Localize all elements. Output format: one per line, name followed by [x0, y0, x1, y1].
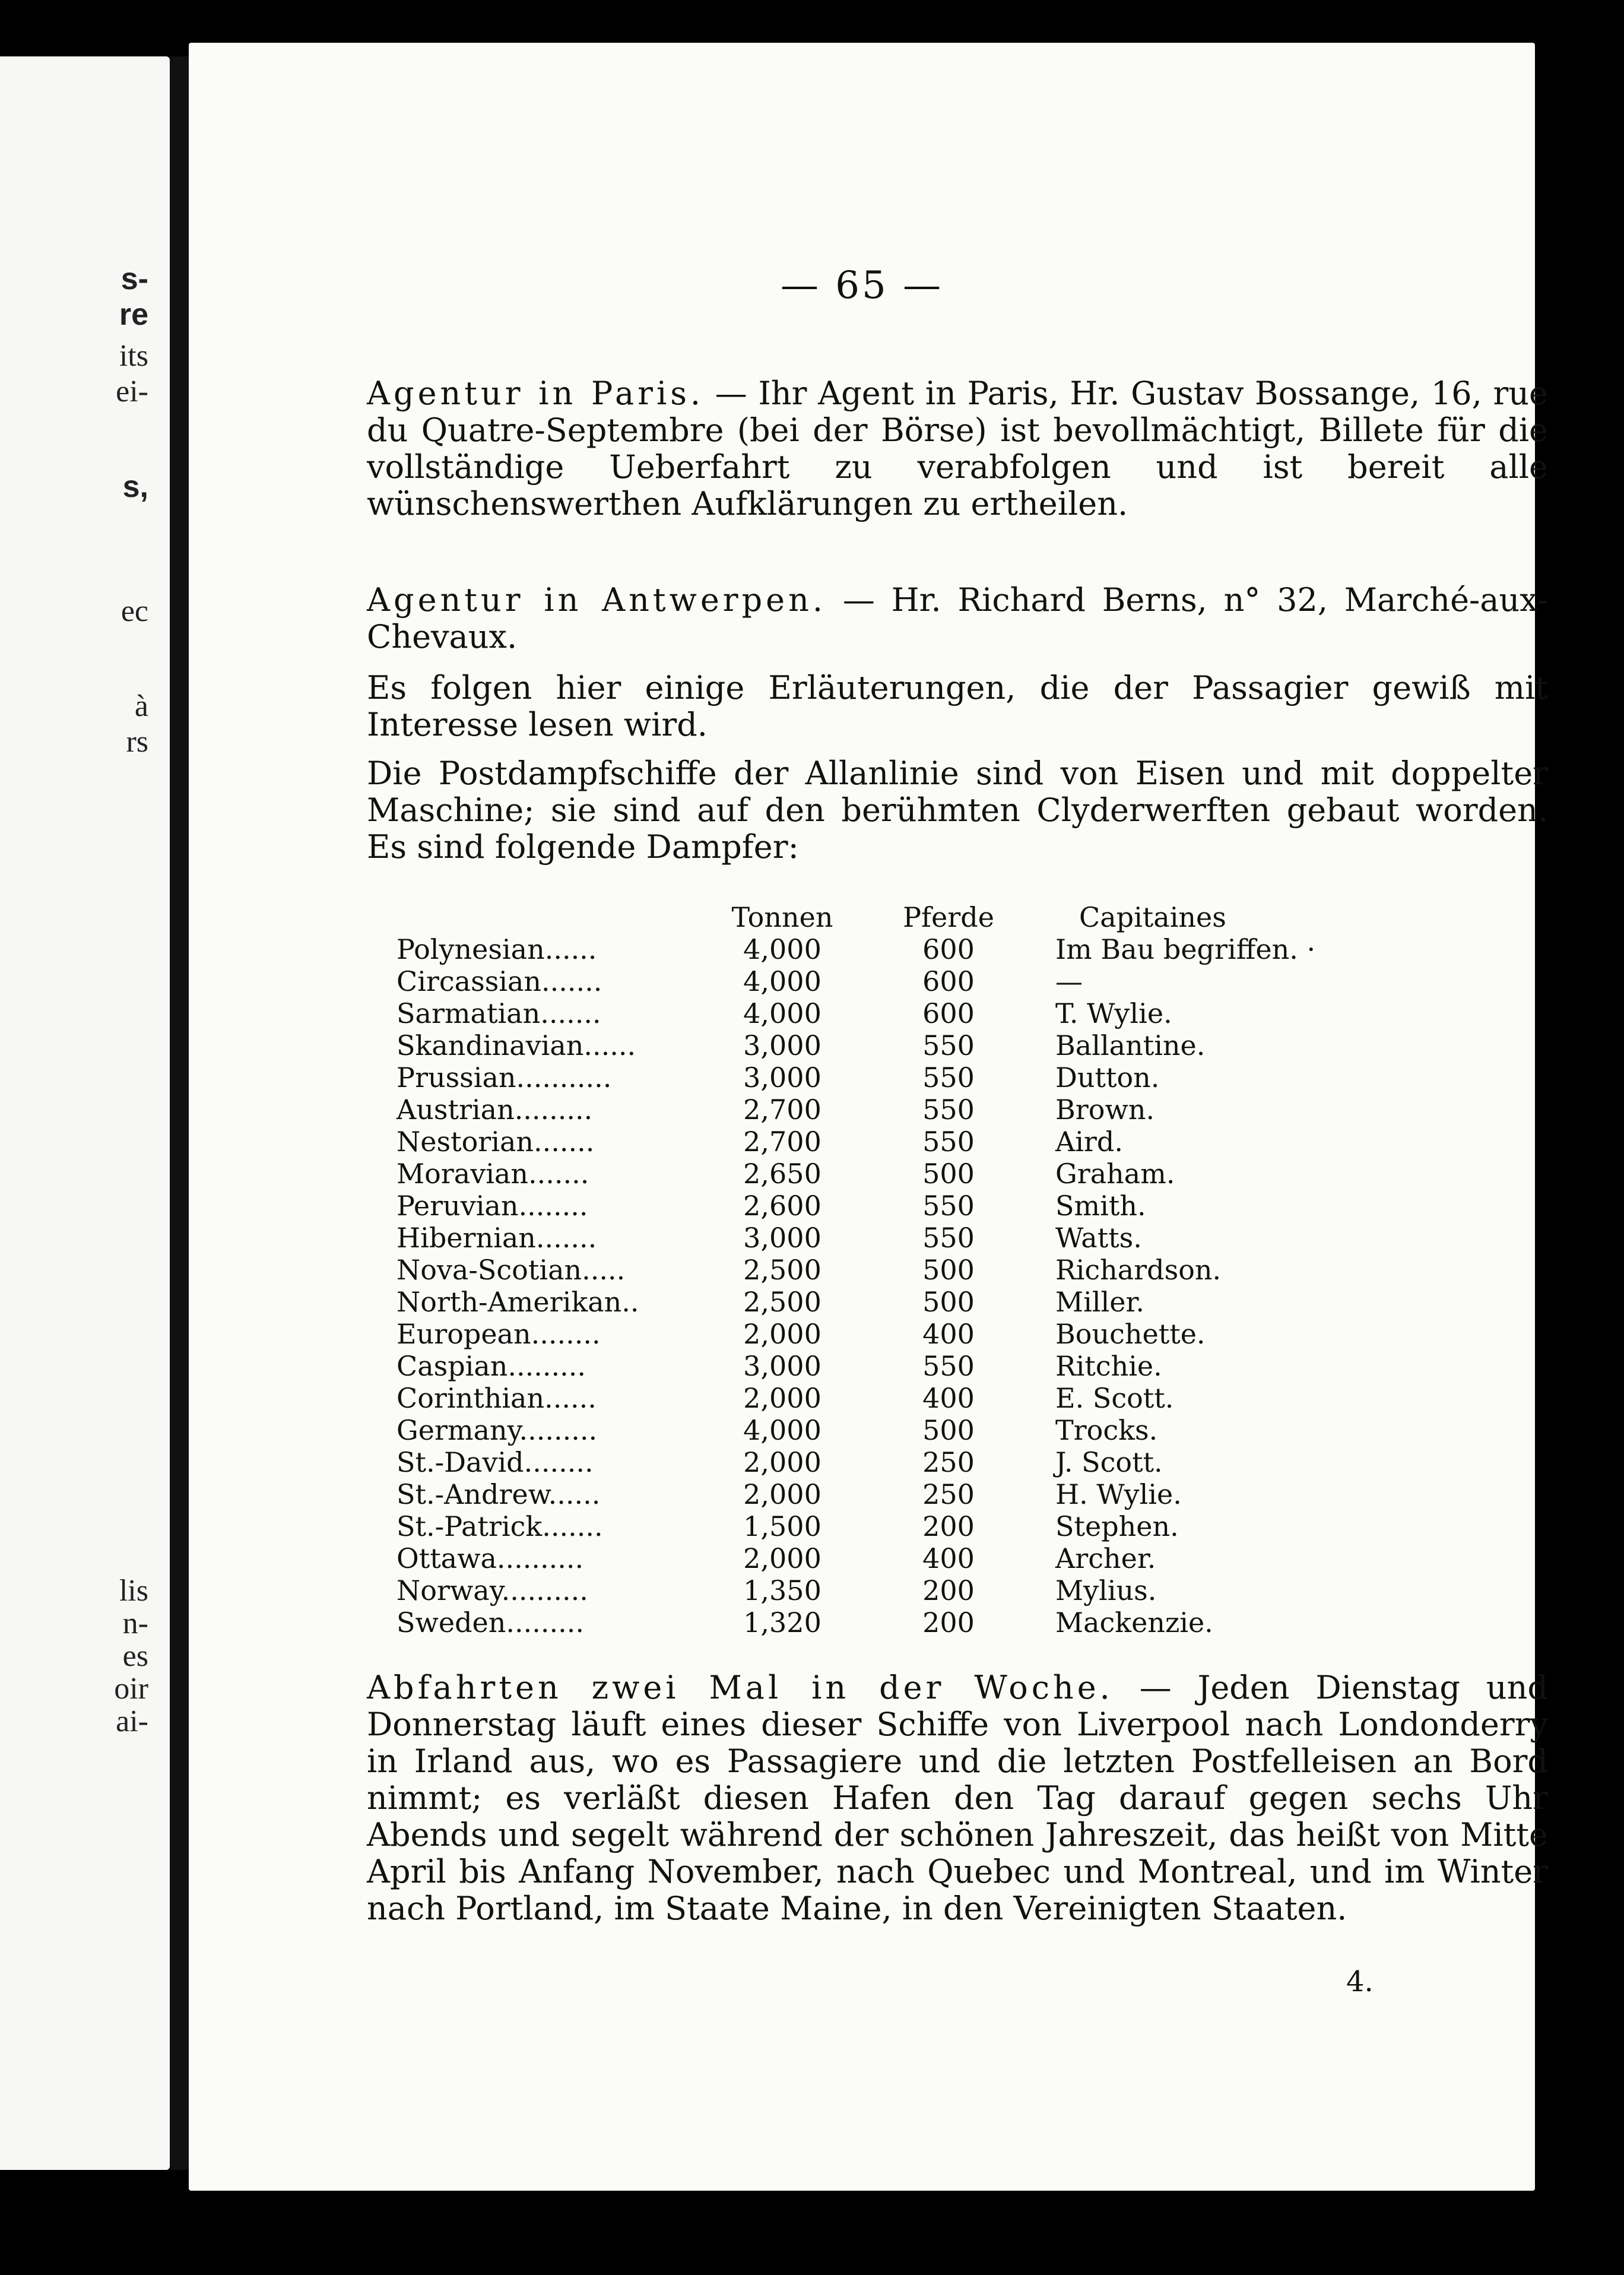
paragraph-heading: Agentur in Antwerpen.: [367, 581, 827, 619]
header-pferde: Pferde: [903, 901, 994, 933]
cell-captain: Graham.: [1055, 1158, 1175, 1190]
cell-tonnen: 2,000: [743, 1478, 821, 1510]
cell-pferde: 550: [922, 1029, 975, 1062]
cell-tonnen: 2,500: [743, 1254, 821, 1286]
cell-ship: Hibernian.......: [397, 1222, 597, 1254]
cell-captain: Ritchie.: [1055, 1350, 1162, 1382]
cell-pferde: 550: [922, 1094, 975, 1126]
cell-pferde: 550: [922, 1350, 975, 1382]
cell-ship: Moravian.......: [397, 1158, 589, 1190]
cell-captain: Ballantine.: [1055, 1029, 1206, 1062]
paragraph-heading: Abfahrten zwei Mal in der Woche.: [367, 1669, 1114, 1706]
cell-captain: Richardson.: [1055, 1254, 1222, 1286]
cell-ship: St.-Patrick.......: [397, 1510, 603, 1542]
cell-ship: Ottawa..........: [397, 1542, 584, 1574]
cell-tonnen: 2,700: [743, 1094, 821, 1126]
paragraph-text: — Hr. Richard Berns, n° 32, Marché-aux-Chevaux.: [367, 581, 1548, 655]
cell-pferde: 400: [922, 1542, 975, 1574]
cell-pferde: 500: [922, 1414, 975, 1446]
cell-captain: Bouchette.: [1055, 1318, 1206, 1350]
cell-captain: J. Scott.: [1055, 1446, 1163, 1478]
cell-tonnen: 2,000: [743, 1446, 821, 1478]
page: [189, 43, 1548, 2191]
left-page-line: s,: [122, 470, 148, 504]
cell-tonnen: 2,000: [743, 1542, 821, 1574]
cell-ship: Circassian.......: [397, 965, 602, 997]
cell-captain: Brown.: [1055, 1094, 1155, 1126]
cell-ship: Germany.........: [397, 1414, 598, 1446]
left-page-line: ei-: [116, 375, 148, 408]
left-page-fragment: [0, 56, 170, 2170]
left-page-line: oir: [114, 1672, 148, 1706]
paragraph-agency-antwerp: [367, 582, 1548, 655]
cell-tonnen: 1,350: [743, 1574, 821, 1607]
cell-ship: Nestorian.......: [397, 1126, 595, 1158]
cell-tonnen: 1,320: [743, 1607, 821, 1639]
cell-ship: Polynesian......: [397, 933, 597, 965]
cell-ship: Nova-Scotian.....: [397, 1254, 626, 1286]
cell-pferde: 600: [922, 997, 975, 1029]
cell-pferde: 500: [922, 1286, 975, 1318]
paragraph-text: — Jeden Dienstag und Donnerstag läuft eines dieser Schiffe von Liverpool nach Londonderry in Irland aus, wo es Passagiere und die letzten Postfelleisen an Bord nimmt; es verläßt diesen Hafen den Tag darauf gegen sechs Uhr Abends und segelt während der schönen Jahreszeit, das heißt von Mitte April bis Anfang November, nach Quebec und Montreal, und im Winter nach Portland, im Staate Maine, in den Vereinigten Staaten.: [367, 1669, 1548, 1927]
left-page-line: rs: [126, 725, 148, 759]
cell-ship: Peruvian........: [397, 1190, 588, 1222]
header-tonnen: Tonnen: [731, 901, 833, 933]
cell-pferde: 550: [922, 1062, 975, 1094]
cell-captain: —: [1055, 965, 1083, 997]
cell-ship: Sweden.........: [397, 1607, 585, 1639]
left-page-line: à: [134, 689, 148, 723]
cell-tonnen: 4,000: [743, 1414, 821, 1446]
cell-pferde: 400: [922, 1318, 975, 1350]
paragraph-departures: [367, 1669, 1548, 1927]
paragraph-heading: Agentur in Paris.: [367, 375, 705, 412]
cell-pferde: 550: [922, 1126, 975, 1158]
cell-ship: Caspian.........: [397, 1350, 586, 1382]
cell-ship: Norway..........: [397, 1574, 588, 1607]
cell-captain: H. Wylie.: [1055, 1478, 1182, 1510]
cell-pferde: 200: [922, 1607, 975, 1639]
cell-ship: Austrian.........: [397, 1094, 593, 1126]
cell-captain: T. Wylie.: [1055, 997, 1172, 1029]
cell-tonnen: 2,600: [743, 1190, 821, 1222]
left-page-line: n-: [122, 1607, 148, 1640]
cell-pferde: 500: [922, 1158, 975, 1190]
cell-tonnen: 4,000: [743, 965, 821, 997]
cell-tonnen: 2,000: [743, 1382, 821, 1414]
paragraph-agency-paris: [367, 375, 1548, 522]
cell-pferde: 200: [922, 1574, 975, 1607]
cell-pferde: 550: [922, 1222, 975, 1254]
paragraph-explanations: Es folgen hier einige Erläuterungen, die der Passagier gewiß mit Interesse lesen wird.: [367, 669, 1548, 743]
cell-captain: Watts.: [1055, 1222, 1142, 1254]
cell-tonnen: 3,000: [743, 1062, 821, 1094]
cell-pferde: 600: [922, 933, 975, 965]
cell-captain: Im Bau begriffen. ·: [1055, 933, 1316, 965]
cell-ship: St.-David........: [397, 1446, 594, 1478]
cell-tonnen: 3,000: [743, 1029, 821, 1062]
cell-tonnen: 2,650: [743, 1158, 821, 1190]
cell-ship: North-Amerikan..: [397, 1286, 639, 1318]
cell-captain: Trocks.: [1055, 1414, 1158, 1446]
cell-captain: Miller.: [1055, 1286, 1145, 1318]
cell-pferde: 250: [922, 1446, 975, 1478]
cell-captain: Stephen.: [1055, 1510, 1179, 1542]
cell-captain: Dutton.: [1055, 1062, 1160, 1094]
cell-tonnen: 3,000: [743, 1222, 821, 1254]
cell-ship: Corinthian......: [397, 1382, 597, 1414]
cell-pferde: 200: [922, 1510, 975, 1542]
cell-captain: E. Scott.: [1055, 1382, 1174, 1414]
cell-tonnen: 4,000: [743, 997, 821, 1029]
cell-ship: Skandinavian......: [397, 1029, 636, 1062]
left-page-line: lis: [119, 1574, 148, 1608]
left-page-line: es: [122, 1639, 148, 1673]
cell-pferde: 500: [922, 1254, 975, 1286]
cell-tonnen: 1,500: [743, 1510, 821, 1542]
left-page-line: ec: [120, 594, 148, 628]
cell-tonnen: 2,700: [743, 1126, 821, 1158]
left-page-line: ai-: [116, 1704, 148, 1738]
cell-pferde: 250: [922, 1478, 975, 1510]
cell-pferde: 400: [922, 1382, 975, 1414]
cell-captain: Archer.: [1055, 1542, 1156, 1574]
cell-captain: Aird.: [1055, 1126, 1123, 1158]
left-page-line: its: [119, 339, 148, 373]
cell-captain: Smith.: [1055, 1190, 1146, 1222]
cell-tonnen: 3,000: [743, 1350, 821, 1382]
cell-ship: Prussian...........: [397, 1062, 612, 1094]
cell-captain: Mackenzie.: [1055, 1607, 1213, 1639]
paragraph-text: — Ihr Agent in Paris, Hr. Gustav Bossange, 16, rue du Quatre-Septembre (bei der Börse) ist bevollmächtigt, Billete für die vollständige Ueberfahrt zu verabfolgen und ist bereit alle wünschenswerthen Aufklärungen zu ertheilen.: [367, 375, 1548, 522]
cell-ship: European........: [397, 1318, 601, 1350]
cell-captain: Mylius.: [1055, 1574, 1157, 1607]
header-capitaines: Capitaines: [1079, 901, 1226, 933]
cell-tonnen: 2,500: [743, 1286, 821, 1318]
left-page-line: s-: [120, 262, 148, 296]
signature-mark: 4.: [1346, 1965, 1374, 1998]
cell-ship: Sarmatian.......: [397, 997, 601, 1029]
cell-tonnen: 4,000: [743, 933, 821, 965]
paragraph-steamers: Die Postdampfschiffe der Allanlinie sind von Eisen und mit doppelter Maschine; sie sind auf den berühmten Clyderwerften gebaut worden. Es sind folgende Dampfer:: [367, 755, 1548, 866]
cell-pferde: 600: [922, 965, 975, 997]
left-page-line: re: [119, 297, 148, 332]
cell-tonnen: 2,000: [743, 1318, 821, 1350]
cell-pferde: 550: [922, 1190, 975, 1222]
page-number: — 65 —: [780, 264, 944, 308]
cell-ship: St.-Andrew......: [397, 1478, 601, 1510]
